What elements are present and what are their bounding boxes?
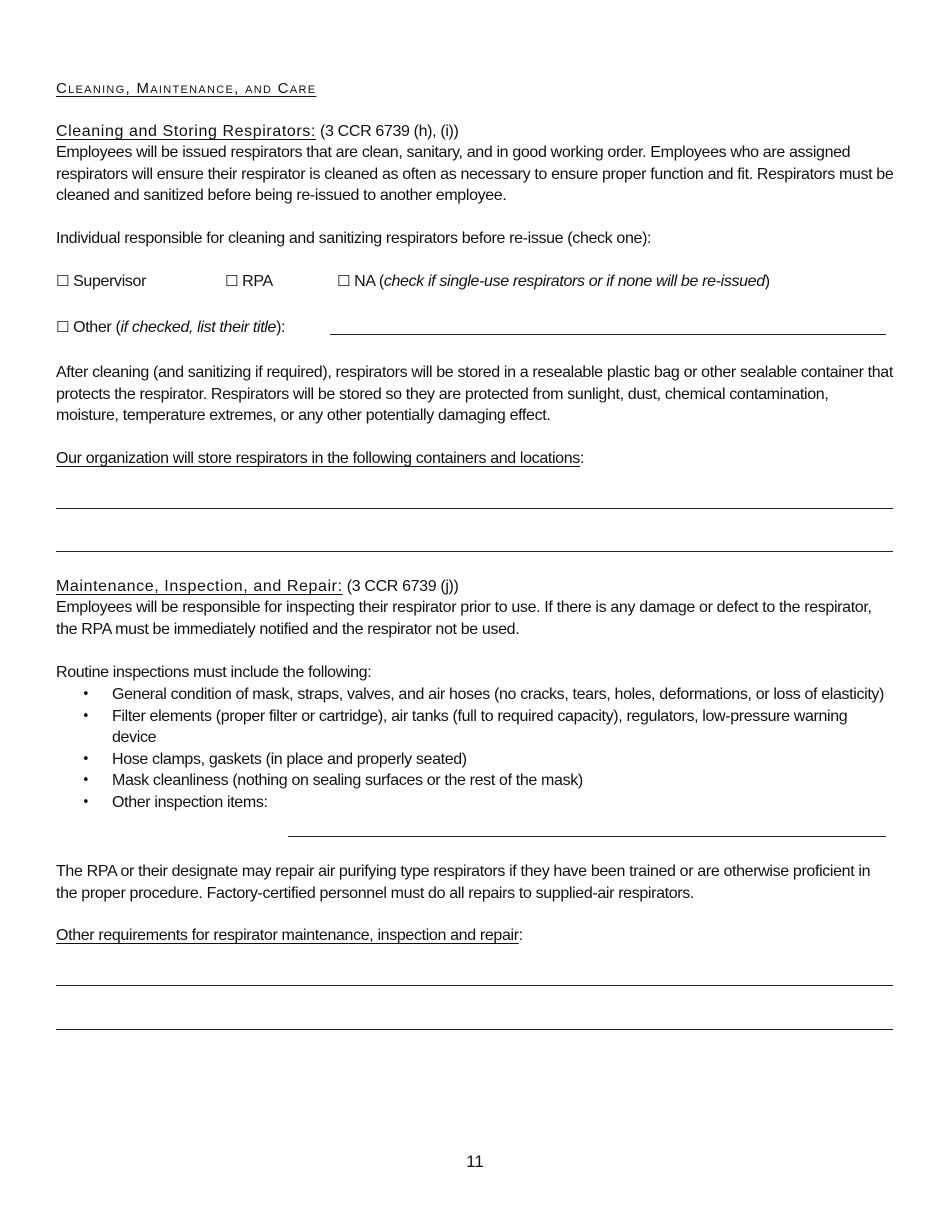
cleaning-title: Cleaning and Storing Respirators: — [56, 123, 316, 140]
option-other[interactable] — [56, 317, 285, 339]
bullet-icon: • — [82, 773, 90, 789]
bullet-text: Mask cleanliness (nothing on sealing surfaces or the rest of the mask) — [112, 772, 583, 790]
storage-line-1[interactable] — [56, 508, 893, 509]
storage-prompt: Our organization will store respirators in the following containers and locations — [56, 450, 580, 467]
list-item — [56, 706, 894, 749]
option-na[interactable] — [337, 271, 770, 293]
supervisor-checkbox[interactable]: ☐ — [56, 272, 70, 290]
section-heading: Cleaning, Maintenance, and Care — [56, 80, 317, 97]
bullet-text: Filter elements (proper filter or cartridge), air tanks (full to required capacity), regulators, low-pressure warning device — [112, 707, 848, 747]
other-label: Other ( — [73, 319, 121, 336]
list-item — [56, 749, 894, 771]
cleaning-paragraph: Employees will be issued respirators that are clean, sanitary, and in good working order. Employees who are assigned respirators will ensure their respirator is cleaned as often as necessary to ensure proper function and fit. Respirators must be cleaned and sanitized before being re-issued to another employee. — [56, 144, 894, 205]
na-note: check if single-use respirators or if none will be re-issued — [383, 273, 765, 290]
other-requirements-prompt: Other requirements for respirator maintenance, inspection and repair — [56, 927, 519, 944]
option-supervisor[interactable] — [56, 271, 146, 293]
repair-paragraph: The RPA or their designate may repair air purifying type respirators if they have been trained or are otherwise proficient in the proper procedure. Factory-certified personnel must do all repairs to supplied-air respirators. — [56, 863, 871, 902]
bullet-text: Other inspection items: — [112, 793, 268, 811]
storage-colon: : — [579, 450, 585, 467]
other-checkbox[interactable]: ☐ — [56, 318, 70, 336]
storage-line-2[interactable] — [56, 551, 893, 552]
bullet-icon: • — [82, 687, 90, 702]
storage-prompt-row — [56, 448, 584, 470]
requirements-line-1[interactable] — [56, 985, 893, 986]
bullet-icon: • — [82, 751, 90, 767]
option-rpa[interactable] — [225, 271, 273, 293]
cleaning-citation: (3 CCR 6739 (h), (i)) — [315, 123, 459, 140]
individual-prompt: Individual responsible for cleaning and sanitizing respirators before re-issue (check one): — [56, 230, 652, 247]
other-inspection-field[interactable] — [288, 836, 886, 837]
rpa-checkbox[interactable]: ☐ — [225, 272, 239, 290]
bullet-icon: • — [82, 794, 90, 810]
maintenance-paragraph: Employees will be responsible for inspecting their respirator prior to use. If there is any damage or defect to the respirator, the RPA must be immediately notified and the respirator not be used. — [56, 599, 872, 638]
bullet-text: Hose clamps, gaskets (in place and properly seated) — [112, 750, 467, 768]
list-item — [56, 792, 894, 814]
bullet-icon: • — [82, 708, 90, 724]
rpa-label: RPA — [242, 273, 273, 290]
bullet-text: General condition of mask, straps, valves, and air hoses (no cracks, tears, holes, deformations, or loss of elasticity) — [112, 686, 885, 703]
other-requirements-colon: : — [518, 927, 523, 944]
supervisor-label: Supervisor — [73, 273, 147, 290]
routine-intro: Routine inspections must include the following: — [56, 664, 372, 681]
other-title-field[interactable] — [330, 334, 886, 335]
na-close: ) — [764, 273, 770, 290]
maintenance-subheading — [56, 576, 459, 598]
other-close: ): — [276, 319, 286, 336]
na-checkbox[interactable]: ☐ — [337, 272, 351, 290]
list-item — [56, 684, 894, 706]
list-item — [56, 770, 894, 792]
na-label: NA ( — [354, 273, 384, 290]
storage-paragraph: After cleaning (and sanitizing if required), respirators will be stored in a resealable plastic bag or other sealable container that protects the respirator. Respirators will be stored so they are protected from sunlight, dust, chemical contamination, moisture, temperature extremes, or any other potentially damaging effect. — [56, 364, 893, 425]
maintenance-citation: (3 CCR 6739 (j)) — [342, 578, 459, 595]
page-number: 11 — [466, 1152, 484, 1171]
requirements-line-2[interactable] — [56, 1029, 893, 1030]
maintenance-title: Maintenance, Inspection, and Repair: — [56, 578, 343, 595]
other-requirements-row — [56, 925, 523, 947]
other-note: if checked, list their title — [120, 319, 277, 336]
cleaning-subheading — [56, 121, 459, 143]
